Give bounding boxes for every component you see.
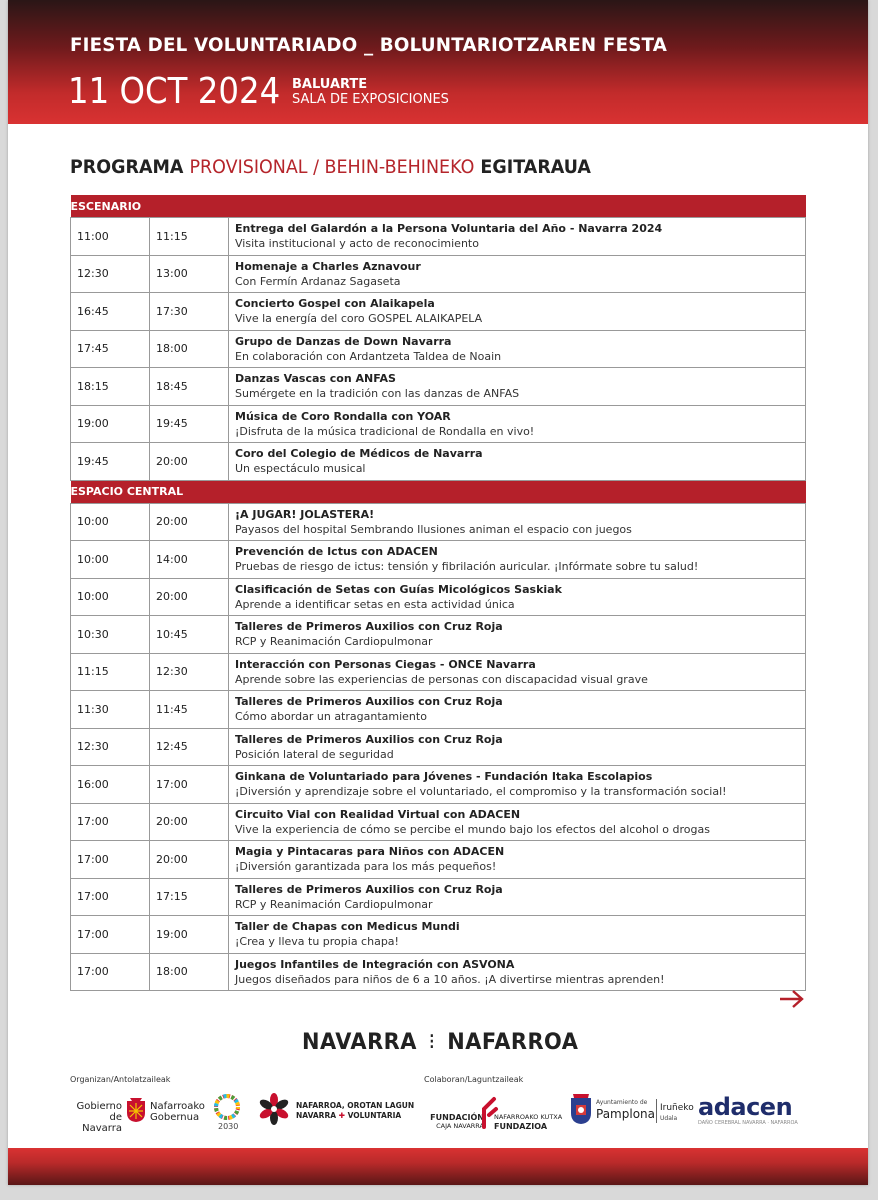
section-header [71, 195, 806, 218]
event-description: Sumérgete en la tradición con las danzas de ANFAS [235, 387, 520, 401]
start-time: 16:00 [71, 766, 150, 804]
start-time: 17:00 [71, 878, 150, 916]
start-time: 16:45 [71, 293, 150, 331]
navarra-brand [302, 1030, 578, 1055]
adacen-sub: DAÑO CEREBRAL NAVARRA · NAFARROA [698, 1120, 798, 1126]
event-cell [229, 616, 806, 654]
table-row [71, 728, 806, 766]
event-description: En colaboración con Ardantzeta Taldea de Noain [235, 349, 502, 363]
start-time: 17:00 [71, 841, 150, 879]
event-description: Visita institucional y acto de reconocimiento [235, 237, 479, 251]
event-title: Danzas Vascas con ANFAS [235, 372, 396, 386]
event-description: RCP y Reanimación Cardiopulmonar [235, 897, 433, 911]
event-title: Ginkana de Voluntariado para Jóvenes - Fundación Itaka Escolapios [235, 770, 653, 784]
event-title: Concierto Gospel con Alaikapela [235, 297, 435, 311]
schedule-table [70, 195, 806, 991]
collaborators-label: Colaboran/Laguntzaileak [424, 1075, 524, 1084]
brand-nafarroa: NAFARROA [447, 1030, 579, 1055]
event-cell [229, 255, 806, 293]
sdg-wheel-icon [214, 1094, 240, 1120]
next-arrow-icon[interactable] [778, 988, 806, 1010]
start-time: 17:00 [71, 803, 150, 841]
brand-navarra: NAVARRA [302, 1030, 417, 1055]
end-time: 10:45 [150, 616, 229, 654]
event-cell [229, 218, 806, 256]
gobierno-navarra-logo [70, 1093, 210, 1133]
event-description: Pruebas de riesgo de ictus: tensión y fibrilación auricular. ¡Infórmate sobre tu salud! [235, 560, 699, 574]
section-title: ESPACIO CENTRAL [71, 480, 806, 503]
event-title: Circuito Vial con Realidad Virtual con ADACEN [235, 807, 521, 821]
table-row [71, 616, 806, 654]
pamplona-shield-icon [570, 1093, 592, 1125]
ayuntamiento-pamplona-logo [570, 1093, 694, 1133]
event-title: Entrega del Galardón a la Persona Voluntaria del Año - Navarra 2024 [235, 222, 663, 236]
event-title: Talleres de Primeros Auxilios con Cruz Roja [235, 882, 503, 896]
start-time: 11:30 [71, 691, 150, 729]
event-cell [229, 728, 806, 766]
event-description: Posición lateral de seguridad [235, 747, 394, 761]
event-description: Vive la energía del coro GOSPEL ALAIKAPELA [235, 312, 483, 326]
program-egitaraua: EGITARAUA [480, 156, 591, 178]
end-time: 13:00 [150, 255, 229, 293]
start-time: 10:00 [71, 541, 150, 579]
table-row [71, 766, 806, 804]
event-description: Un espectáculo musical [235, 462, 366, 476]
volunteer-flower-icon [258, 1093, 290, 1125]
event-title: Homenaje a Charles Aznavour [235, 259, 421, 273]
event-description: ¡Crea y lleva tu propia chapa! [235, 935, 399, 949]
end-time: 19:45 [150, 405, 229, 443]
event-description: Vive la experiencia de cómo se percibe el mundo bajo los efectos del alcohol o drogas [235, 822, 710, 836]
end-time: 17:30 [150, 293, 229, 331]
event-cell [229, 916, 806, 954]
end-time: 11:45 [150, 691, 229, 729]
start-time: 12:30 [71, 728, 150, 766]
event-cell [229, 766, 806, 804]
event-title: FIESTA DEL VOLUNTARIADO _ BOLUNTARIOTZAREN FESTA [70, 34, 668, 56]
end-time: 17:15 [150, 878, 229, 916]
fund-1: FUNDACIÓN [430, 1113, 484, 1122]
fundacion-caja-navarra-logo [424, 1093, 564, 1133]
end-time: 20:00 [150, 578, 229, 616]
event-title: Prevención de Ictus con ADACEN [235, 545, 438, 559]
table-row [71, 330, 806, 368]
end-time: 19:00 [150, 916, 229, 954]
event-description: ¡Diversión y aprendizaje sobre el voluntariado, el compromiso y la transformación social! [235, 785, 727, 799]
start-time: 17:00 [71, 916, 150, 954]
gov-left-1: Gobierno [76, 1101, 122, 1112]
start-time: 17:45 [71, 330, 150, 368]
end-time: 18:00 [150, 953, 229, 991]
event-description: Cómo abordar un atragantamiento [235, 710, 427, 724]
end-time: 20:00 [150, 803, 229, 841]
event-cell [229, 953, 806, 991]
table-row [71, 878, 806, 916]
event-cell [229, 578, 806, 616]
header-banner [8, 0, 868, 124]
end-time: 20:00 [150, 503, 229, 541]
start-time: 17:00 [71, 953, 150, 991]
event-title: Talleres de Primeros Auxilios con Cruz Roja [235, 732, 503, 746]
start-time: 11:00 [71, 218, 150, 256]
table-row [71, 841, 806, 879]
iru-small: Udala [660, 1115, 678, 1122]
event-description: Con Fermín Ardanaz Sagaseta [235, 274, 401, 288]
program-word: PROGRAMA [70, 156, 184, 178]
end-time: 20:00 [150, 443, 229, 481]
start-time: 19:00 [71, 405, 150, 443]
navarra-shield-icon [126, 1097, 146, 1123]
event-title: Clasificación de Setas con Guías Micológicos Saskiak [235, 582, 562, 596]
event-cell [229, 368, 806, 406]
end-time: 20:00 [150, 841, 229, 879]
adacen-logo [698, 1094, 808, 1134]
table-row [71, 916, 806, 954]
event-description: Payasos del hospital Sembrando Ilusiones animan el espacio con juegos [235, 522, 632, 536]
agenda-2030-logo [214, 1094, 244, 1134]
end-time: 18:45 [150, 368, 229, 406]
table-row [71, 293, 806, 331]
footer-banner [8, 1148, 868, 1185]
event-date: 11 OCT 2024 [68, 71, 281, 112]
navarra-voluntaria-logo: NAFARROA, OROTAN LAGUN NAVARRA ✚ VOLUNTARIA [258, 1093, 408, 1133]
event-description: RCP y Reanimación Cardiopulmonar [235, 635, 433, 649]
table-row [71, 443, 806, 481]
start-time: 10:00 [71, 503, 150, 541]
organizers-label: Organizan/Antolatzaileak [70, 1075, 171, 1084]
poster-page [8, 0, 868, 1185]
adacen-name: adacen [698, 1093, 793, 1121]
event-title: Grupo de Danzas de Down Navarra [235, 334, 452, 348]
start-time: 12:30 [71, 255, 150, 293]
event-cell [229, 503, 806, 541]
table-row [71, 541, 806, 579]
iru-name: Iruñeko [660, 1103, 694, 1113]
event-description: Aprende a identificar setas en esta actividad única [235, 597, 515, 611]
brand-separator-icon: ⁝ [428, 1030, 436, 1055]
event-venue [292, 77, 449, 107]
event-title: Taller de Chapas con Medicus Mundi [235, 920, 460, 934]
event-cell [229, 878, 806, 916]
end-time: 14:00 [150, 541, 229, 579]
end-time: 18:00 [150, 330, 229, 368]
event-title: ¡A JUGAR! JOLASTERA! [235, 507, 375, 521]
vol-line-3: VOLUNTARIA [347, 1111, 402, 1120]
event-cell [229, 803, 806, 841]
event-description: ¡Disfruta de la música tradicional de Rondalla en vivo! [235, 424, 535, 438]
table-row [71, 653, 806, 691]
table-row [71, 503, 806, 541]
event-description: Juegos diseñados para niños de 6 a 10 años. ¡A divertirse mientras aprenden! [235, 972, 665, 986]
event-cell [229, 405, 806, 443]
event-cell [229, 653, 806, 691]
start-time: 10:30 [71, 616, 150, 654]
section-title: ESCENARIO [71, 195, 806, 218]
event-cell [229, 293, 806, 331]
event-title: Coro del Colegio de Médicos de Navarra [235, 447, 483, 461]
vol-line-1: NAFARROA, OROTAN LAGUN [296, 1101, 415, 1110]
start-time: 19:45 [71, 443, 150, 481]
table-row [71, 691, 806, 729]
table-row [71, 368, 806, 406]
event-title: Música de Coro Rondalla con YOAR [235, 409, 451, 423]
event-title: Juegos Infantiles de Integración con ASVONA [235, 957, 515, 971]
section-header [71, 480, 806, 503]
event-description: ¡Diversión garantizada para los más pequeños! [235, 860, 497, 874]
table-row [71, 255, 806, 293]
venue-name: BALUARTE [292, 77, 368, 92]
start-time: 18:15 [71, 368, 150, 406]
end-time: 11:15 [150, 218, 229, 256]
end-time: 12:30 [150, 653, 229, 691]
event-title: Talleres de Primeros Auxilios con Cruz Roja [235, 695, 503, 709]
event-cell [229, 541, 806, 579]
table-row [71, 578, 806, 616]
venue-room: SALA DE EXPOSICIONES [292, 92, 449, 107]
end-time: 12:45 [150, 728, 229, 766]
gov-right-2: Gobernua [150, 1112, 200, 1123]
event-cell [229, 443, 806, 481]
agenda-year: 2030 [218, 1122, 239, 1131]
gov-right-1: Nafarroako [150, 1101, 205, 1112]
ayto-name: Pamplona [596, 1107, 655, 1121]
table-row [71, 953, 806, 991]
fund-3: NAFARROAKO KUTXA [494, 1113, 563, 1121]
ayto-small: Ayuntamiento de [596, 1099, 648, 1106]
event-description: Aprende sobre las experiencias de personas con discapacidad visual grave [235, 672, 648, 686]
program-provisional: PROVISIONAL / BEHIN-BEHINEKO [189, 156, 475, 178]
event-cell [229, 330, 806, 368]
vol-line-2: NAVARRA [296, 1111, 337, 1120]
event-cell [229, 691, 806, 729]
event-cell [229, 841, 806, 879]
event-title: Magia y Pintacaras para Niños con ADACEN [235, 845, 505, 859]
fund-4: FUNDAZIOA [494, 1122, 548, 1131]
start-time: 10:00 [71, 578, 150, 616]
event-title: Talleres de Primeros Auxilios con Cruz Roja [235, 620, 503, 634]
start-time: 11:15 [71, 653, 150, 691]
event-title: Interacción con Personas Ciegas - ONCE Navarra [235, 657, 536, 671]
fund-2: CAJA NAVARRA [436, 1122, 484, 1130]
table-row [71, 803, 806, 841]
table-row [71, 218, 806, 256]
table-row [71, 405, 806, 443]
gov-left-2: de Navarra [82, 1112, 122, 1134]
program-heading [70, 156, 591, 178]
end-time: 17:00 [150, 766, 229, 804]
